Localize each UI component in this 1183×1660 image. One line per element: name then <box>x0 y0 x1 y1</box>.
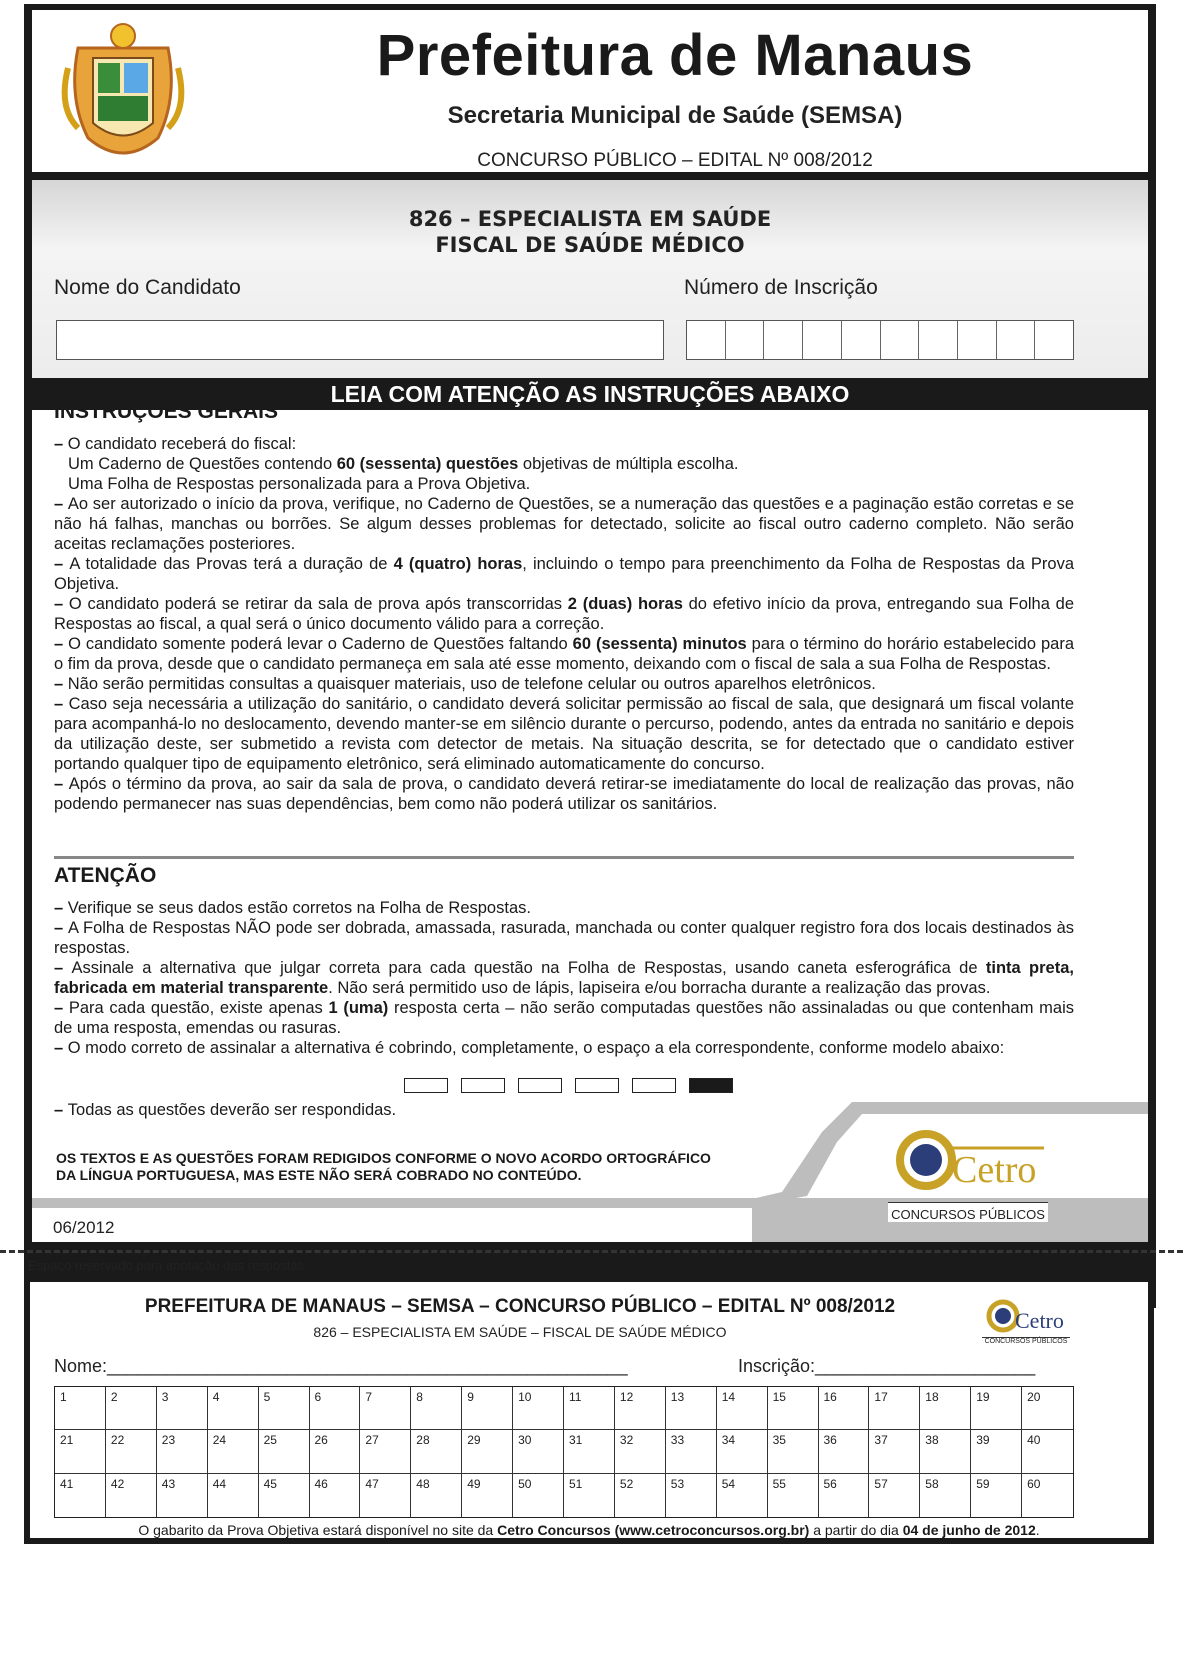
cetro-logo-icon <box>894 1130 1054 1190</box>
answer-cell[interactable]: 46 <box>310 1474 361 1517</box>
answer-cell[interactable]: 26 <box>310 1430 361 1473</box>
list-item: – Todas as questões deverão ser respondidas. <box>54 1101 397 1119</box>
answer-cell[interactable]: 35 <box>768 1430 819 1473</box>
answer-cell[interactable]: 28 <box>411 1430 462 1473</box>
answer-cell[interactable]: 14 <box>717 1387 768 1430</box>
answer-cell[interactable]: 12 <box>615 1387 666 1430</box>
answer-cell[interactable]: 45 <box>259 1474 310 1517</box>
empty-bubble <box>518 1078 562 1093</box>
inscricao-field[interactable] <box>686 320 1074 360</box>
answer-cell[interactable]: 49 <box>462 1474 513 1517</box>
empty-bubble <box>461 1078 505 1093</box>
section-divider <box>54 856 1074 859</box>
answer-cell[interactable]: 39 <box>971 1430 1022 1473</box>
footer-white <box>32 1208 752 1242</box>
cetro-small-logo-icon <box>985 1290 1075 1344</box>
list-item: – Verifique se seus dados estão corretos na Folha de Respostas. <box>54 899 531 917</box>
answer-cell[interactable]: 27 <box>360 1430 411 1473</box>
instrucoes-list <box>54 434 1074 814</box>
list-item: – Assinale a alternativa que julgar correta para cada questão na Folha de Respostas, usando caneta esferográfica de tinta preta, fabricada em material transparente. Não será permitido uso de lápis, lapiseira e/ou borracha durante a realização das provas. <box>54 959 1074 997</box>
atencao-list <box>54 898 1074 1058</box>
answer-cell[interactable]: 4 <box>208 1387 259 1430</box>
answer-cell[interactable]: 22 <box>106 1430 157 1473</box>
answer-cell[interactable]: 5 <box>259 1387 310 1430</box>
answer-cell[interactable]: 3 <box>157 1387 208 1430</box>
page-subtitle: Secretaria Municipal de Saúde (SEMSA) <box>447 102 903 129</box>
answer-cell[interactable]: 24 <box>208 1430 259 1473</box>
date-label: 06/2012 <box>53 1218 115 1237</box>
answer-cell[interactable]: 59 <box>971 1474 1022 1517</box>
inscricao-label: Número de Inscrição <box>684 276 878 299</box>
answer-cell[interactable]: 60 <box>1027 1476 1041 1491</box>
instrucoes-heading: INSTRUÇÕES GERAIS <box>54 400 279 423</box>
answer-cell[interactable]: 11 <box>564 1387 615 1430</box>
cargo-title: 826 – ESPECIALISTA EM SAÚDE FISCAL DE SAÚDE MÉDICO <box>408 207 772 257</box>
answer-cell[interactable]: 32 <box>615 1430 666 1473</box>
answer-cell[interactable]: 23 <box>157 1430 208 1473</box>
empty-bubble <box>575 1078 619 1093</box>
answer-cell[interactable]: 44 <box>208 1474 259 1517</box>
answer-cell[interactable]: 29 <box>462 1430 513 1473</box>
cetro-subtitle: CONCURSOS PÚBLICOS <box>888 1202 1048 1222</box>
answer-cell[interactable]: 36 <box>819 1430 870 1473</box>
answer-cell[interactable]: 57 <box>869 1474 920 1517</box>
card-inscricao-field[interactable]: Inscrição:______________________ <box>738 1356 1036 1376</box>
answer-cell[interactable]: 47 <box>360 1474 411 1517</box>
candidate-info-band <box>32 180 1148 378</box>
answer-cell[interactable]: 7 <box>360 1387 411 1430</box>
filled-bubble <box>689 1078 733 1093</box>
list-item: – O modo correto de assinalar a alternativa é cobrindo, completamente, o espaço a ela correspondente, conforme modelo abaixo: <box>54 1039 1005 1057</box>
answer-cell[interactable]: 43 <box>157 1474 208 1517</box>
answer-cell[interactable]: 15 <box>768 1387 819 1430</box>
atencao-heading: ATENÇÃO <box>54 864 157 887</box>
gabarito-notice: O gabarito da Prova Objetiva estará disponível no site da Cetro Concursos (www.cetroconcursos.org.br) a partir do dia 04 de junho de 2012. <box>138 1522 1040 1538</box>
answer-cell[interactable]: 40 <box>1022 1430 1073 1473</box>
instructions-banner: LEIA COM ATENÇÃO AS INSTRUÇÕES ABAIXO <box>330 381 850 407</box>
answer-cell[interactable]: 55 <box>768 1474 819 1517</box>
answer-cell[interactable]: 30 <box>513 1430 564 1473</box>
answer-cell[interactable]: 58 <box>920 1474 971 1517</box>
answer-cell[interactable]: 34 <box>717 1430 768 1473</box>
page-title: Prefeitura de Manaus <box>376 23 974 88</box>
answer-cell[interactable]: 48 <box>411 1474 462 1517</box>
list-item: – Após o término da prova, ao sair da sala de prova, o candidato deverá retirar-se imediatamente do local de realização das provas, não podendo permanecer nas suas dependências, bem como não poderá utilizar os sanitários. <box>54 775 1075 813</box>
answer-cell[interactable]: 52 <box>615 1474 666 1517</box>
answer-cell[interactable]: 20 <box>1022 1387 1073 1430</box>
nome-field[interactable] <box>56 320 664 360</box>
answer-cell[interactable]: 38 <box>920 1430 971 1473</box>
cut-line <box>0 1250 1183 1253</box>
answer-cell[interactable]: 13 <box>666 1387 717 1430</box>
answer-cell[interactable]: 10 <box>513 1387 564 1430</box>
answer-cell[interactable]: 19 <box>971 1387 1022 1430</box>
answer-cell[interactable]: 9 <box>462 1387 513 1430</box>
list-item: – Para cada questão, existe apenas 1 (uma) resposta certa – não serão computadas questões não assinaladas ou que contenham mais de uma resposta, emendas ou rasuras. <box>54 999 1075 1037</box>
answer-grid <box>54 1386 1074 1518</box>
answer-cell[interactable]: 53 <box>666 1474 717 1517</box>
exam-cover-sheet <box>24 4 1156 1308</box>
list-item: – A Folha de Respostas NÃO pode ser dobrada, amassada, rasurada, manchada ou conter qualquer registro fora dos locais destinados às respostas. <box>54 919 1074 957</box>
answer-cell[interactable]: 56 <box>819 1474 870 1517</box>
list-item: – O candidato poderá se retirar da sala de prova após transcorridas 2 (duas) horas do efetivo início da prova, entregando sua Folha de Respostas ao fiscal, a qual será o único documento válido para a correção. <box>54 595 1074 633</box>
answer-cell[interactable]: 6 <box>310 1387 361 1430</box>
answer-cell[interactable]: 8 <box>411 1387 462 1430</box>
answer-cell[interactable]: 1 <box>55 1387 106 1430</box>
list-item: – Ao ser autorizado o início da prova, verifique, no Caderno de Questões, se a numeração das questões e a paginação estão corretas e se não há falhas, manchas ou borrões. Se algum desses problemas for detectado, solicite ao fiscal outro caderno completo. Não serão aceitas reclamações posteriores. <box>54 495 1074 553</box>
acordo-notice: OS TEXTOS E AS QUESTÕES FORAM REDIGIDOS CONFORME O NOVO ACORDO ORTOGRÁFICO DA LÍNGUA PORTUGUESA, MAS ESTE NÃO SERÁ COBRADO NO CONTEÚDO. <box>56 1150 711 1183</box>
answer-cell[interactable]: 25 <box>259 1430 310 1473</box>
card-nome-field[interactable]: Nome:____________________________________________________ <box>54 1356 628 1376</box>
answer-cell[interactable]: 2 <box>106 1387 157 1430</box>
svg-text:Cetro: Cetro <box>1015 1308 1064 1333</box>
list-item: – O candidato receberá do fiscal: Um Caderno de Questões contendo 60 (sessenta) questões objetivas de múltipla escolha. Uma Folha de Respostas personalizada para a Prova Objetiva. <box>54 435 739 493</box>
answer-cell[interactable]: 18 <box>920 1387 971 1430</box>
answer-card <box>24 1276 1154 1544</box>
svg-text:Cetro: Cetro <box>952 1149 1037 1190</box>
answer-cell[interactable]: 33 <box>666 1430 717 1473</box>
card-cargo: 826 – ESPECIALISTA EM SAÚDE – FISCAL DE SAÚDE MÉDICO <box>313 1324 727 1340</box>
answer-bubble-example <box>404 1078 733 1093</box>
answer-cell[interactable]: 16 <box>819 1387 870 1430</box>
answer-cell[interactable]: 37 <box>869 1430 920 1473</box>
answer-cell[interactable]: 31 <box>564 1430 615 1473</box>
cetro-small-subtitle: CONCURSOS PÚBLICOS <box>982 1337 1070 1345</box>
answer-cell[interactable]: 41 <box>55 1474 106 1517</box>
card-title: PREFEITURA DE MANAUS – SEMSA – CONCURSO PÚBLICO – EDITAL Nº 008/2012 <box>144 1296 896 1317</box>
edital-line: CONCURSO PÚBLICO – EDITAL Nº 008/2012 <box>477 150 873 171</box>
answer-cell[interactable]: 54 <box>717 1474 768 1517</box>
manaus-crest-icon <box>58 18 188 168</box>
empty-bubble <box>632 1078 676 1093</box>
answer-cell[interactable]: 42 <box>106 1474 157 1517</box>
list-item: – A totalidade das Provas terá a duração de 4 (quatro) horas, incluindo o tempo para preenchimento da Folha de Respostas da Prova Objetiva. <box>54 555 1074 593</box>
list-item: – O candidato somente poderá levar o Caderno de Questões faltando 60 (sessenta) minutos para o término do horário estabelecido para o fim da prova, desde que o candidato permaneça em sala até esse momento, deixando com o fiscal de sala a sua Folha de Respostas. <box>54 635 1075 673</box>
answer-cell[interactable]: 50 <box>513 1474 564 1517</box>
instructions-area <box>32 400 1148 1230</box>
espaco-label: Espaço reservado para anotação das respostas <box>28 1258 305 1273</box>
empty-bubble <box>404 1078 448 1093</box>
list-item: – Não serão permitidas consultas a quaisquer materiais, uso de telefone celular ou outros aparelhos eletrônicos. <box>54 675 876 693</box>
list-item: – Caso seja necessária a utilização do sanitário, o candidato deverá solicitar permissão ao fiscal de sala, que designará um fiscal volante para acompanhá-lo no deslocamento, devendo manter-se em silêncio durante o percurso, podendo, antes da entrada no sanitário e depois da utilização deste, ser submetido a revista com detector de metais. Na situação descrita, se for detectado que o candidato estiver portando qualquer tipo de equipamento eletrônico, será eliminado automaticamente do concurso. <box>54 695 1074 773</box>
header <box>32 10 1148 172</box>
answer-cell[interactable]: 17 <box>869 1387 920 1430</box>
nome-label: Nome do Candidato <box>54 276 241 299</box>
answer-cell[interactable]: 21 <box>55 1430 106 1473</box>
answer-cell[interactable]: 51 <box>564 1474 615 1517</box>
